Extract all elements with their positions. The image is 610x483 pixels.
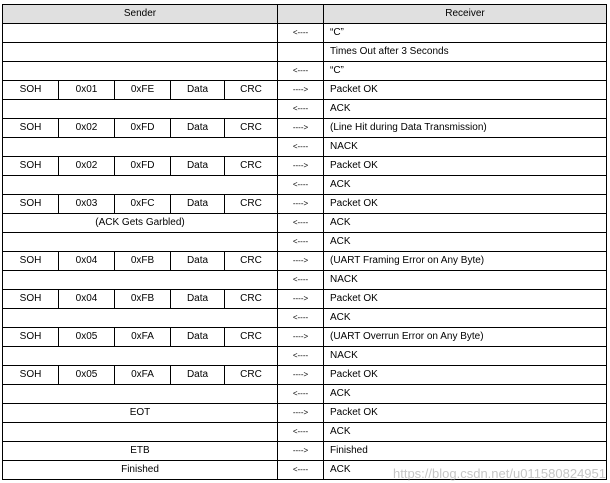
receiver-cell: ACK — [324, 309, 607, 328]
sender-empty-cell — [3, 24, 278, 43]
sender-cell: EOT — [3, 404, 278, 423]
sender-empty-cell — [3, 100, 278, 119]
receiver-cell: ACK — [324, 233, 607, 252]
receiver-cell: ACK — [324, 461, 607, 480]
receiver-cell: Finished — [324, 442, 607, 461]
crc-cell: CRC — [225, 366, 278, 385]
sender-empty-cell — [3, 62, 278, 81]
direction-arrow-cell — [278, 43, 324, 62]
direction-arrow-cell: ----> — [278, 404, 324, 423]
table-row — [3, 214, 607, 233]
receiver-cell: Packet OK — [324, 366, 607, 385]
block-complement-cell: 0xFE — [115, 81, 171, 100]
receiver-cell: ACK — [324, 214, 607, 233]
data-cell: Data — [171, 157, 225, 176]
table-row — [3, 195, 607, 214]
table-row — [3, 328, 607, 347]
block-complement-cell: 0xFB — [115, 290, 171, 309]
block-number-cell: 0x04 — [59, 290, 115, 309]
table-row — [3, 385, 607, 404]
receiver-cell: “C” — [324, 62, 607, 81]
receiver-cell: ACK — [324, 100, 607, 119]
table-row — [3, 62, 607, 81]
direction-arrow-cell: ----> — [278, 442, 324, 461]
header-row — [3, 5, 607, 24]
receiver-cell: “C” — [324, 24, 607, 43]
receiver-cell: NACK — [324, 138, 607, 157]
crc-cell: CRC — [225, 290, 278, 309]
sender-header: Sender — [3, 5, 278, 24]
table-row — [3, 100, 607, 119]
table-row — [3, 119, 607, 138]
direction-arrow-cell: ----> — [278, 290, 324, 309]
receiver-cell: (Line Hit during Data Transmission) — [324, 119, 607, 138]
soh-cell: SOH — [3, 252, 59, 271]
table-row — [3, 271, 607, 290]
direction-arrow-cell: <---- — [278, 271, 324, 290]
crc-cell: CRC — [225, 252, 278, 271]
sender-empty-cell — [3, 138, 278, 157]
receiver-cell: Packet OK — [324, 157, 607, 176]
direction-header — [278, 5, 324, 24]
soh-cell: SOH — [3, 119, 59, 138]
receiver-header: Receiver — [324, 5, 607, 24]
sender-cell: ETB — [3, 442, 278, 461]
soh-cell: SOH — [3, 81, 59, 100]
block-number-cell: 0x04 — [59, 252, 115, 271]
table-row — [3, 404, 607, 423]
table-row — [3, 290, 607, 309]
soh-cell: SOH — [3, 290, 59, 309]
receiver-cell: ACK — [324, 385, 607, 404]
direction-arrow-cell: ----> — [278, 328, 324, 347]
table-row — [3, 43, 607, 62]
receiver-cell: ACK — [324, 423, 607, 442]
sender-empty-cell — [3, 347, 278, 366]
soh-cell: SOH — [3, 157, 59, 176]
receiver-cell: Packet OK — [324, 81, 607, 100]
direction-arrow-cell: <---- — [278, 176, 324, 195]
data-cell: Data — [171, 366, 225, 385]
table-row — [3, 138, 607, 157]
receiver-cell: Packet OK — [324, 290, 607, 309]
receiver-cell: (UART Overrun Error on Any Byte) — [324, 328, 607, 347]
direction-arrow-cell: ----> — [278, 81, 324, 100]
sender-empty-cell — [3, 309, 278, 328]
block-number-cell: 0x01 — [59, 81, 115, 100]
block-complement-cell: 0xFD — [115, 157, 171, 176]
block-number-cell: 0x02 — [59, 157, 115, 176]
direction-arrow-cell: <---- — [278, 423, 324, 442]
crc-cell: CRC — [225, 195, 278, 214]
direction-arrow-cell: ----> — [278, 252, 324, 271]
table-row — [3, 233, 607, 252]
table-row — [3, 24, 607, 43]
sender-empty-cell — [3, 233, 278, 252]
direction-arrow-cell: ----> — [278, 157, 324, 176]
direction-arrow-cell: <---- — [278, 62, 324, 81]
block-number-cell: 0x03 — [59, 195, 115, 214]
sender-cell: Finished — [3, 461, 278, 480]
sender-cell: (ACK Gets Garbled) — [3, 214, 278, 233]
soh-cell: SOH — [3, 195, 59, 214]
sender-empty-cell — [3, 423, 278, 442]
table-row — [3, 157, 607, 176]
soh-cell: SOH — [3, 366, 59, 385]
table-row — [3, 81, 607, 100]
data-cell: Data — [171, 81, 225, 100]
direction-arrow-cell: ----> — [278, 119, 324, 138]
table-row — [3, 442, 607, 461]
data-cell: Data — [171, 328, 225, 347]
direction-arrow-cell: <---- — [278, 233, 324, 252]
soh-cell: SOH — [3, 328, 59, 347]
direction-arrow-cell: <---- — [278, 461, 324, 480]
receiver-cell: NACK — [324, 271, 607, 290]
watermark: https://blog.csdn.net/u011580824951 — [393, 466, 606, 481]
table-row — [3, 366, 607, 385]
block-number-cell: 0x05 — [59, 366, 115, 385]
direction-arrow-cell: <---- — [278, 24, 324, 43]
table-row — [3, 347, 607, 366]
data-cell: Data — [171, 119, 225, 138]
sender-empty-cell — [3, 176, 278, 195]
data-cell: Data — [171, 252, 225, 271]
block-number-cell: 0x05 — [59, 328, 115, 347]
crc-cell: CRC — [225, 119, 278, 138]
table-row — [3, 252, 607, 271]
direction-arrow-cell: ----> — [278, 195, 324, 214]
block-number-cell: 0x02 — [59, 119, 115, 138]
receiver-cell: Packet OK — [324, 195, 607, 214]
receiver-cell: (UART Framing Error on Any Byte) — [324, 252, 607, 271]
data-cell: Data — [171, 290, 225, 309]
block-complement-cell: 0xFC — [115, 195, 171, 214]
table-row — [3, 176, 607, 195]
receiver-cell: NACK — [324, 347, 607, 366]
direction-arrow-cell: <---- — [278, 214, 324, 233]
data-cell: Data — [171, 195, 225, 214]
direction-arrow-cell: <---- — [278, 347, 324, 366]
crc-cell: CRC — [225, 157, 278, 176]
direction-arrow-cell: <---- — [278, 138, 324, 157]
receiver-cell: Packet OK — [324, 404, 607, 423]
sender-empty-cell — [3, 385, 278, 404]
direction-arrow-cell: ----> — [278, 366, 324, 385]
sender-empty-cell — [3, 271, 278, 290]
direction-arrow-cell: <---- — [278, 309, 324, 328]
crc-cell: CRC — [225, 328, 278, 347]
table-row — [3, 423, 607, 442]
block-complement-cell: 0xFA — [115, 366, 171, 385]
sender-empty-cell — [3, 43, 278, 62]
table-row — [3, 309, 607, 328]
crc-cell: CRC — [225, 81, 278, 100]
direction-arrow-cell: <---- — [278, 385, 324, 404]
receiver-cell: Times Out after 3 Seconds — [324, 43, 607, 62]
xmodem-sequence-table — [2, 4, 607, 480]
block-complement-cell: 0xFD — [115, 119, 171, 138]
direction-arrow-cell: <---- — [278, 100, 324, 119]
block-complement-cell: 0xFA — [115, 328, 171, 347]
receiver-cell: ACK — [324, 176, 607, 195]
block-complement-cell: 0xFB — [115, 252, 171, 271]
